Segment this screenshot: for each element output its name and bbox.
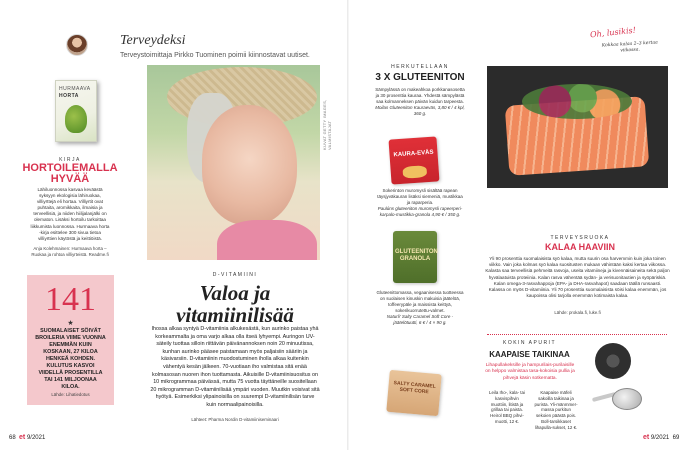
star-icon: ★ bbox=[67, 320, 74, 327]
pink-top bbox=[217, 220, 317, 260]
statistic-text: SUOMALAISET SÖIVÄT BROILERIA VIIME VUONNA ENEMMÄN KUIN KOSKAAN, 27 KILOA HENKEÄ KOHDEN. KULUTUS KASVOI VIIDELLÄ PROSENTILLA TAI 141 MILJOONAA KILOA. bbox=[35, 328, 106, 390]
tool-caption-2: Kaapaise mäfeli sakoilla taikinaa ja purista. Yli-mänmmer-massa purkitun sekoien päästä pois. Boll-tarsikkaset lihapulla-sukset, 12 €. bbox=[534, 390, 578, 430]
product-1-text: Sokerinton muromysli sisältää rapean täysjyväkauran lisäksi siemeniä, mustikkaa ja raparperia. bbox=[377, 188, 463, 205]
page-gutter bbox=[347, 0, 349, 450]
handwritten-note: Oh, lusikis! bbox=[589, 25, 637, 40]
statistic-number: 141 bbox=[45, 281, 96, 318]
book-cover-image bbox=[55, 80, 97, 142]
article-source: Lähteet: Pharma Nordin D-vitamiiniseminaari bbox=[191, 417, 279, 422]
brand-logo: et bbox=[643, 434, 650, 441]
article-label: D-VITAMIINI bbox=[212, 272, 258, 278]
dotted-divider bbox=[487, 334, 667, 335]
product-intro bbox=[375, 87, 465, 117]
salmon-source: Lähde: prokala.fi, luke.fi bbox=[554, 310, 601, 315]
book-section-label: KIRJA bbox=[59, 157, 81, 163]
woman-sun-hat-photo bbox=[147, 65, 320, 260]
folio-right bbox=[643, 434, 679, 441]
granola-package bbox=[393, 231, 437, 283]
book-heading: HORTOILEMALLA HYVÄÄ bbox=[22, 162, 118, 185]
bread-roll bbox=[402, 165, 427, 179]
ice-cream-package bbox=[386, 370, 441, 416]
issue-number: 9/2021 bbox=[650, 435, 670, 441]
product-2-credit: Naturli' Salty Caramel Soft Core -jäätelötuutti, 6 € / 4 × 90 g. bbox=[386, 314, 454, 325]
product-1-credit: Paulúns gluteeniton muromysli rapeerperi-karpalo-mustikka-granola 4,90 € / 350 g. bbox=[377, 206, 463, 217]
salmon-dish-photo bbox=[487, 66, 668, 188]
column-label: HERKUTELLAAN bbox=[391, 64, 449, 70]
statistic-box bbox=[27, 275, 114, 405]
salmon-body: Yli 90 prosenttia suomalaisista syö kalaa, mutta suurin osa harvemmin kuin joka toinen viikko. Vain joka kolmas syö kalaa suositusten mukaan vähintään kaksi kertaa viikossa. Kalasta saa terveellisiä pehmeitä rasvoja, useita vitamiineja ja kivennäisaineita sekä paljon hyvälaatuista proteiinia. Kalan rasva vähentää sydän- ja verisuonitautien ja syöpäriskiä. Kalan omega-3-rasvahappoja (EPA- ja DHA-rasvahapot) saadaan täällä runsaasti. Kalassa on myös D-vitamiinia. Yli 70 prosenttia suomalaisista söisi kalaa enemmän, jos kaupoissa olisi tarjolla enemmän kotimaista kalaa. bbox=[485, 256, 670, 299]
tools-label: KOKIN APURIT bbox=[502, 340, 556, 346]
handwritten-subnote: Kokkaa kalaa 2–3 kertaa viikossa. bbox=[601, 40, 658, 54]
photo-credit: KUVAT GETTY IMAGES, VALMISTAJAT bbox=[322, 99, 332, 150]
salad-topping bbox=[522, 84, 632, 119]
salmon-label: TERVEYSRUOKA bbox=[550, 235, 610, 241]
section-subtitle: Terveystoimittaja Pirkko Tuominen poimii kiinnostavat uutiset. bbox=[120, 52, 310, 59]
product-description-1 bbox=[375, 188, 465, 218]
salmon-heading: KALAA HAAVIIN bbox=[545, 242, 615, 252]
section-title: Terveydeksi bbox=[120, 33, 186, 48]
burger-press-image bbox=[595, 343, 631, 379]
kauraevas-package bbox=[388, 136, 439, 184]
article-title: Valoa ja vitamiinilisää bbox=[176, 281, 294, 327]
package-label: KAURA-EVÄS bbox=[393, 149, 434, 159]
book-credit: Anja Kolehmainen: Hurmaava horta – Ruokaa ja rohtoa villiyrteistä. Readme.fi bbox=[31, 246, 109, 257]
editor-avatar bbox=[66, 34, 88, 56]
face bbox=[202, 105, 297, 225]
product-intro-credit: Moilas Gluteeniton Kauraeväs, 3,80 € / 4 kpl, 360 g. bbox=[375, 105, 465, 116]
brand-logo: et bbox=[19, 434, 26, 441]
leaf-illustration bbox=[65, 105, 87, 133]
tools-heading: KAAPAISE TAIKINAA bbox=[489, 350, 570, 359]
meatball-scoop-image bbox=[612, 388, 642, 410]
statistic-source: Lähde: Lihatiedotus bbox=[51, 392, 90, 397]
page-number: 69 bbox=[672, 435, 680, 441]
product-intro-text: Sämpylässä on makeahkoa porkkanasosetta ja 30 prosenttia kauraa. Yhdestä sämpylästä saa kolmanneksen päivän kuidun tarpeesta. bbox=[375, 87, 465, 104]
book-body-text: Lähiluonnossa kasvaa keväästä syksyyn ekologisia lähiruokaa, villiyrttejä eli hortaa. Villiyrtit ovat puhtaita, aromikkaita, ilmaisia ja terveellisiä, ja niiden hiilijalanjälki on olematon. Lisäksi hortoilu tarkoittaa liikkumista luonnossa. Hurmaava horta -kirja esittelee 300 sivua tietoa villiyrttien käytöstä ja keittiöistä. bbox=[30, 187, 110, 241]
package-label: SALTY CARAMEL SOFT CORE bbox=[393, 380, 437, 396]
product-description-2 bbox=[375, 290, 465, 326]
page-number: 68 bbox=[9, 435, 16, 441]
article-body: Ihossa alkaa syntyä D-vitamiinia alkukesästä, kun aurinko paistaa yhä korkeammalta ja oma varjo alkaa olla itseä lyhyempi. Auringon UV-säteily tuottaa silloin riittävän päivänannoksen noin 20 minuutissa, kunhan aurinko pääsee paistamaan myös paljaisiin sääriin ja käsivarsiin. D-vitamiinin muodostuminen iholla alkaa kuitenkin vähentyä kesän jälkeen. 70-vuotiaan iho valmistaa sitä enää kolmasosan nuoren ihon tuottamasta. Aikuisille D-vitamiinisuositus on 10 mikrogrammaa päivässä, mutta 75 vuotta täyttäneille suositellaan 20 mikrogramman D-vitamiinilisää ympäri vuoden. Muutkin voisivat sitä hyötyä. Esimerkiksi ylipainoisilla on suurempi D-vitamiinilisän tarve kuin normaalipainoisilla. bbox=[150, 326, 320, 408]
package-label: GLUTEENITON GRANOLA bbox=[395, 249, 438, 262]
issue-number: 9/2021 bbox=[26, 435, 46, 441]
tools-body: Lihapullakeksille ja hampurilais-purilaisille on helppo valmistaa tasa-kokoisia pullia ja pihvejä käsin sotkematta. bbox=[485, 363, 575, 381]
book-cover-title-1: HURMAAVA bbox=[59, 86, 91, 92]
folio-left bbox=[9, 434, 45, 441]
book-cover-title-2: HORTA bbox=[59, 93, 79, 99]
column-heading: 3 X GLUTEENITON bbox=[375, 72, 465, 83]
tool-caption-1: Leila Iho-, kala- tai kasvispihvin muottiin, litistä ja grillaa tai paista. Heirol BBQ pihvi-muotti, 12 €. bbox=[489, 390, 525, 424]
product-2-text: Gluteenittomassa, vegaanisessa tuotteessa on suolaisen kinuskin makuisia jäätelöä, toffeerypäle ja maissista keittyä, sokerikuorrutettu-valmet. bbox=[376, 290, 464, 313]
